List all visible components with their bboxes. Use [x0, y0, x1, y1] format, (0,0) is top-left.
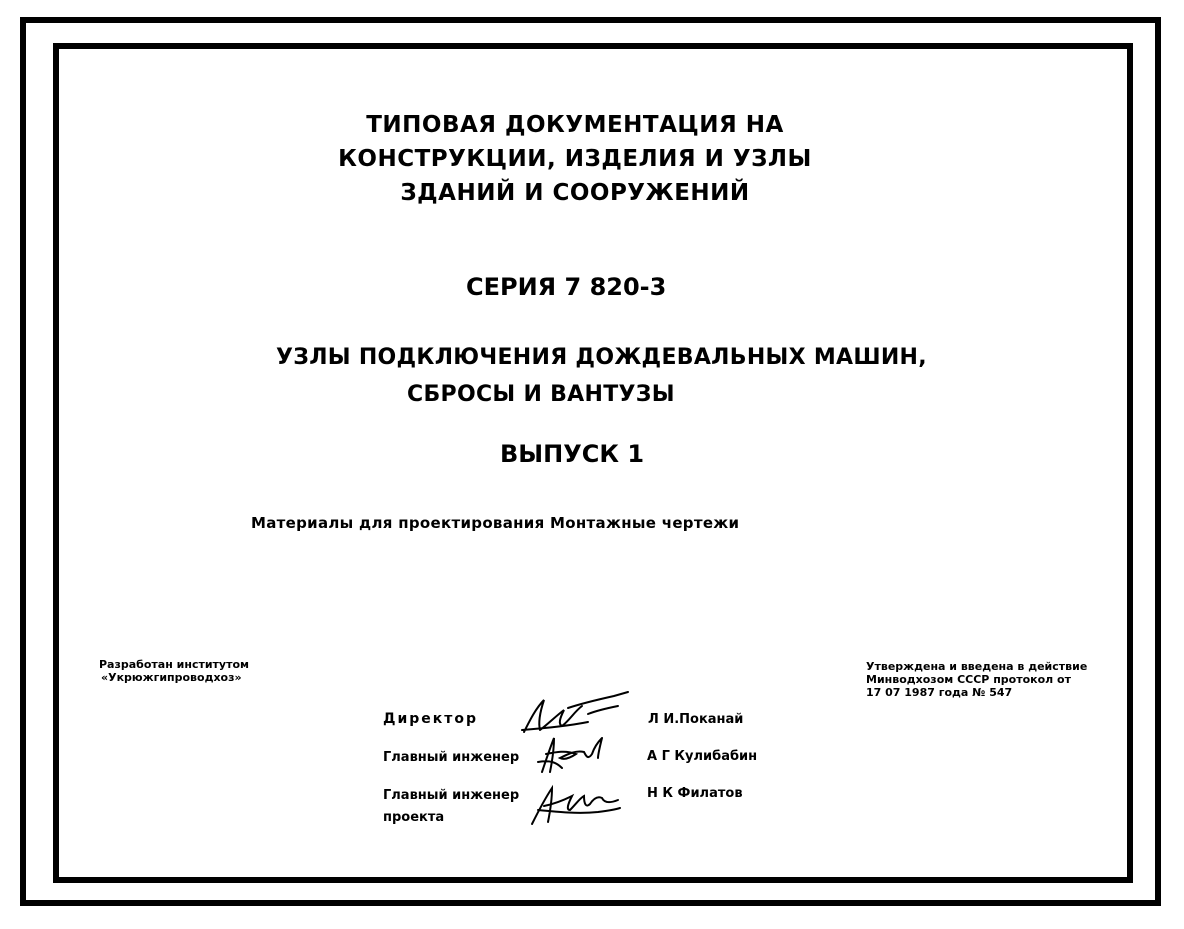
signature-director — [518, 690, 638, 738]
developer-line-1: Разработан институтом — [99, 658, 250, 671]
approval-line-3: 17 07 1987 года № 547 — [866, 686, 1013, 699]
subtitle-line-2: СБРОСЫ И ВАНТУЗЫ — [407, 382, 675, 407]
subtitle-line-1: УЗЛЫ ПОДКЛЮЧЕНИЯ ДОЖДЕВАЛЬНЫХ МАШИН, — [276, 345, 927, 370]
name-chief-project-engineer: Н К Филатов — [647, 786, 743, 801]
signature-chief-engineer — [536, 732, 616, 777]
issue-number: ВЫПУСК 1 — [500, 440, 645, 468]
title-line-3: ЗДАНИЙ И СООРУЖЕНИЙ — [400, 180, 750, 206]
developer-line-2: «Укрюжгипроводхоз» — [101, 671, 242, 684]
name-director: Л И.Поканай — [648, 712, 744, 727]
role-director: Директор — [383, 711, 479, 727]
title-line-2: КОНСТРУКЦИИ, ИЗДЕЛИЯ И УЗЛЫ — [338, 146, 812, 172]
signature-chief-project-engineer — [528, 780, 624, 828]
series-title: СЕРИЯ 7 820-3 — [466, 273, 667, 301]
name-chief-engineer: А Г Кулибабин — [647, 749, 758, 764]
role-chief-project-engineer: Главный инженер — [383, 788, 520, 803]
materials-line: Материалы для проектирования Монтажные чертежи — [251, 514, 740, 532]
role-chief-project-engineer-2: проекта — [383, 810, 445, 825]
approval-line-2: Минводхозом СССР протокол от — [866, 673, 1071, 686]
title-line-1: ТИПОВАЯ ДОКУМЕНТАЦИЯ НА — [366, 112, 784, 138]
approval-line-1: Утверждена и введена в действие — [866, 660, 1088, 673]
role-chief-engineer: Главный инженер — [383, 750, 520, 765]
